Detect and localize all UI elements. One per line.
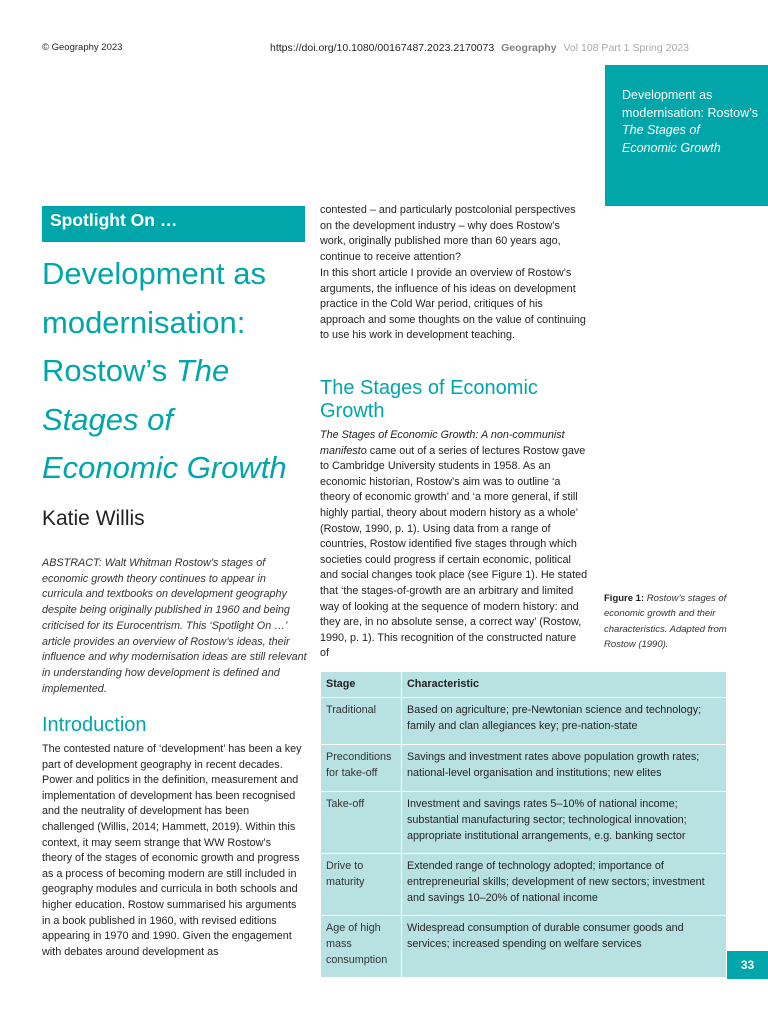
intro-heading: Introduction (42, 714, 147, 736)
stage-cell: Take-off (321, 792, 402, 854)
table-row (321, 916, 727, 978)
abstract: ABSTRACT: Walt Whitman Rostow’s stages of economic growth theory continues to appear in curricula and textbooks on development geography despite being originally published in 1960 and being criticised for its Eurocentrism. This ‘Spotlight On …’ article provides an overview of Rostow’s ideas, their influence and why modernisation ideas are still relevant in understanding how development is defined and implemented. (42, 557, 307, 695)
table-row (321, 745, 727, 792)
characteristic-cell: Based on agriculture; pre-Newtonian science and technology; family and clan allegiances key; pre-nation-state (402, 698, 727, 745)
col-header-characteristic: Characteristic (402, 672, 727, 698)
characteristic-cell: Savings and investment rates above population growth rates; national-level organisation and institutions; new elites (402, 745, 727, 792)
page-number: 33 (727, 951, 768, 979)
article-title-tab (605, 65, 768, 206)
continuation-text: contested – and particularly postcolonial perspectives on the development industry – why does Rostow’s work, originally published more than 60 years ago, continue to receive attention? (320, 204, 576, 263)
characteristic-cell: Widespread consumption of durable consumer goods and services; increased spending on welfare services (402, 916, 727, 978)
figure-label: Figure 1: (604, 593, 645, 604)
stages-table (320, 671, 727, 978)
side-title-italic: The Stages of Economic Growth (622, 123, 721, 155)
intro-text: The contested nature of ‘development’ has been a key part of development geography in recent decades. Power and politics in the definition, measurement and implementation of development has been recognised and the neutrality of development has been challenged (Willis, 2014; Hammett, 2019). Within this context, it may seem strange that WW Rostow’s theory of the stages of economic growth and progress as a process of becoming modern are still included in geography modules and curricula in both schools and higher education. Rostow summarised his arguments in a book published in 1960, with revised editions appearing in 1970 and 1990. Given the engagement with debates around development as (42, 743, 302, 958)
stages-heading: The Stages of Economic Growth (320, 377, 538, 422)
overview-paragraph: In this short article I provide an overview of Rostow’s arguments, the influence of his ideas on development practice in the Cold War period, critiques of his approach and some thoughts on the value of continuing to use his work in development teaching. (320, 267, 586, 342)
table-row (321, 854, 727, 916)
col-header-stage: Stage (321, 672, 402, 698)
table-header-row (321, 672, 727, 698)
stage-cell: Drive to maturity (321, 854, 402, 916)
doi-link[interactable]: https://doi.org/10.1080/00167487.2023.2170073 (270, 42, 495, 54)
table-row (321, 792, 727, 854)
journal-name: Geography (501, 42, 557, 54)
volume-info: Vol 108 Part 1 Spring 2023 (563, 42, 689, 54)
book-title-italic: The Stages of Economic Growth: A non-communist manifesto (320, 429, 565, 457)
figure-caption (604, 591, 734, 653)
spotlight-banner: Spotlight On … (42, 206, 305, 242)
stages-text: came out of a series of lectures Rostow gave to Cambridge University students in 1958. As an economic historian, Rostow’s aim was to outline ‘a theory of economic growth’ and ‘a more general, if still highly partial, theory about modern history as a whole’ (Rostow, 1990, p. 1). Using data from a range of countries, Rostow identified five stages through which societies could progress if certain economic, political and social changes took place (see Figure 1). He stated that ‘the stages-of-growth are an arbitrary and limited way of looking at the sequence of modern history: and they are, in no absolute sense, a correct way’ (Rostow, 1990, p. 1). This recognition of the constructed nature of (320, 444, 588, 660)
stages-paragraph (320, 428, 588, 662)
figure-caption-text: Rostow’s stages of economic growth and their characteristics. Adapted from Rostow (1990). (604, 593, 727, 651)
author-name: Katie Willis (42, 507, 145, 530)
title-plain: Development as modernisation: Rostow’s (42, 256, 267, 388)
side-title-plain: Development as modernisation: Rostow’s (622, 88, 758, 120)
title-italic: The Stages of Economic Growth (42, 353, 287, 485)
stage-cell: Traditional (321, 698, 402, 745)
running-header (270, 42, 689, 54)
stage-cell: Age of high mass consumption (321, 916, 402, 978)
article-title (42, 250, 317, 493)
characteristic-cell: Investment and savings rates 5–10% of national income; substantial manufacturing sector; technological innovation; appropriate institutional arrangements, e.g. banking sector (402, 792, 727, 854)
stage-cell: Preconditions for take-off (321, 745, 402, 792)
characteristic-cell: Extended range of technology adopted; importance of entrepreneurial skills; development of new sectors; investment and savings 10–20% of national income (402, 854, 727, 916)
copyright-notice: © Geography 2023 (42, 42, 123, 53)
table-row (321, 698, 727, 745)
